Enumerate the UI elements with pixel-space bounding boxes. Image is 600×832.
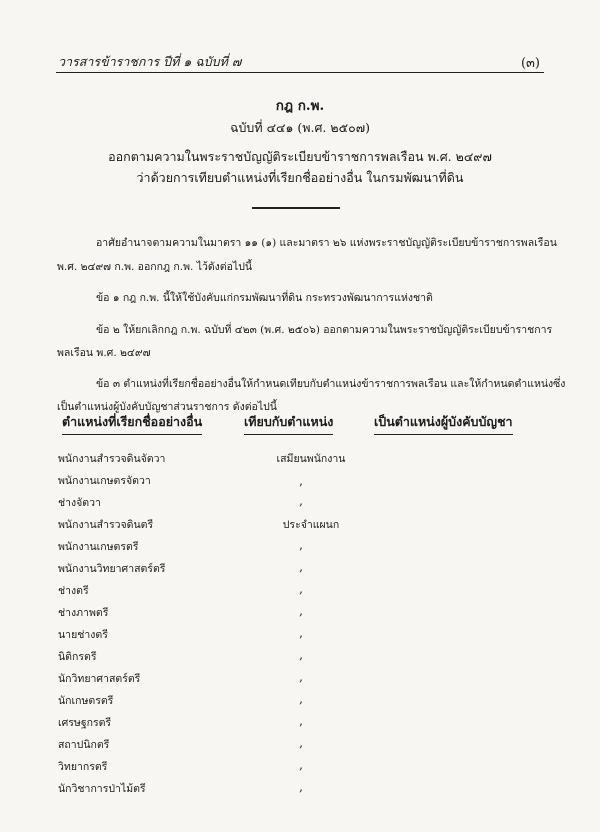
row-name: พนักงานเกษตรจัตวา <box>58 475 151 487</box>
clause-3-line-2: เป็นตำแหน่งผู้บังคับบัญชาส่วนราชการ ดังต่อไปนี้ <box>57 401 277 413</box>
row-name: ช่างภาพตรี <box>58 607 109 619</box>
row-name: พนักงานสำรวจดินตรี <box>58 519 154 531</box>
clause-2-line-1: ข้อ ๒ ให้ยกเลิกกฎ ก.พ. ฉบับที่ ๔๒๓ (พ.ศ. ๒๕๐๖) ออกตามความในพระราชบัญญัติระเบียบข้าราชการ <box>96 324 553 336</box>
clause-3-line-1: ข้อ ๓ ตำแหน่งที่เรียกชื่ออย่างอื่นให้กำหนดเทียบกับตำแหน่งข้าราชการพลเรือน และให้กำหนดตำแหน่งซึ่ง <box>96 378 566 390</box>
row-name: นักวิทยาศาสตร์ตรี <box>58 673 141 685</box>
row-name: พนักงานวิทยาศาสตร์ตรี <box>58 563 166 575</box>
row-equivalent: เสมียนพนักงาน <box>276 453 346 465</box>
column-header-supervisor: เป็นตำแหน่งผู้บังคับบัญชา <box>374 412 513 435</box>
regulation-title: กฎ ก.พ. <box>275 98 325 114</box>
row-equivalent: , <box>299 780 303 794</box>
row-equivalent: , <box>299 758 303 772</box>
row-name: นายช่างตรี <box>58 629 108 641</box>
row-name: นักวิชาการป่าไม้ตรี <box>58 783 146 795</box>
row-equivalent: , <box>299 494 303 508</box>
row-name: พนักงานสำรวจดินจัตวา <box>58 453 166 465</box>
row-name: นักเกษตรตรี <box>58 695 114 707</box>
row-name: วิทยากรตรี <box>58 761 108 773</box>
column-header-equivalent: เทียบกับตำแหน่ง <box>244 412 333 435</box>
clause-1: ข้อ ๑ กฎ ก.พ. นี้ให้ใช้บังคับแก่กรมพัฒนาที่ดิน กระทรวงพัฒนาการแห่งชาติ <box>96 292 433 304</box>
row-equivalent: , <box>299 692 303 706</box>
preamble-line-1: อาศัยอำนาจตามความในมาตรา ๑๑ (๑) และมาตรา ๒๖ แห่งพระราชบัญญัติระเบียบข้าราชการพลเรือน <box>96 237 557 249</box>
row-name: พนักงานเกษตรตรี <box>58 541 139 553</box>
row-equivalent: , <box>299 648 303 662</box>
row-equivalent: , <box>299 582 303 596</box>
regulation-number: ฉบับที่ ๔๔๑ (พ.ศ. ๒๕๐๗) <box>229 120 370 135</box>
clause-2-line-2: พลเรือน พ.ศ. ๒๔๙๗ <box>57 347 151 359</box>
title-separator <box>252 207 340 209</box>
regulation-subject: ว่าด้วยการเทียบตำแหน่งที่เรียกชื่ออย่างอื่น ในกรมพัฒนาที่ดิน <box>136 170 464 185</box>
row-name: ช่างจัตวา <box>58 497 101 509</box>
preamble-line-2: พ.ศ. ๒๔๙๗ ก.พ. ออกกฎ ก.พ. ไว้ดังต่อไปนี้ <box>57 261 253 273</box>
row-equivalent: , <box>299 604 303 618</box>
row-equivalent: ประจำแผนก <box>282 519 340 531</box>
page-number: (๓) <box>520 56 540 71</box>
journal-title: วารสารข้าราชการ ปีที่ ๑ ฉบับที่ ๗ <box>58 54 242 69</box>
header-rule <box>56 72 544 73</box>
row-equivalent: , <box>299 714 303 728</box>
row-equivalent: , <box>299 474 303 488</box>
row-equivalent: , <box>299 560 303 574</box>
row-equivalent: , <box>299 626 303 640</box>
column-header-position: ตำแหน่งที่เรียกชื่ออย่างอื่น <box>62 412 202 435</box>
row-name: เศรษฐกรตรี <box>58 717 112 729</box>
row-equivalent: , <box>299 670 303 684</box>
row-name: สถาปนิกตรี <box>58 739 110 751</box>
row-equivalent: , <box>299 736 303 750</box>
regulation-issued-under: ออกตามความในพระราชบัญญัติระเบียบข้าราชการพลเรือน พ.ศ. ๒๔๙๗ <box>108 149 492 164</box>
row-name: นิติกรตรี <box>58 651 97 663</box>
row-name: ช่างตรี <box>58 585 89 597</box>
row-equivalent: , <box>299 538 303 552</box>
